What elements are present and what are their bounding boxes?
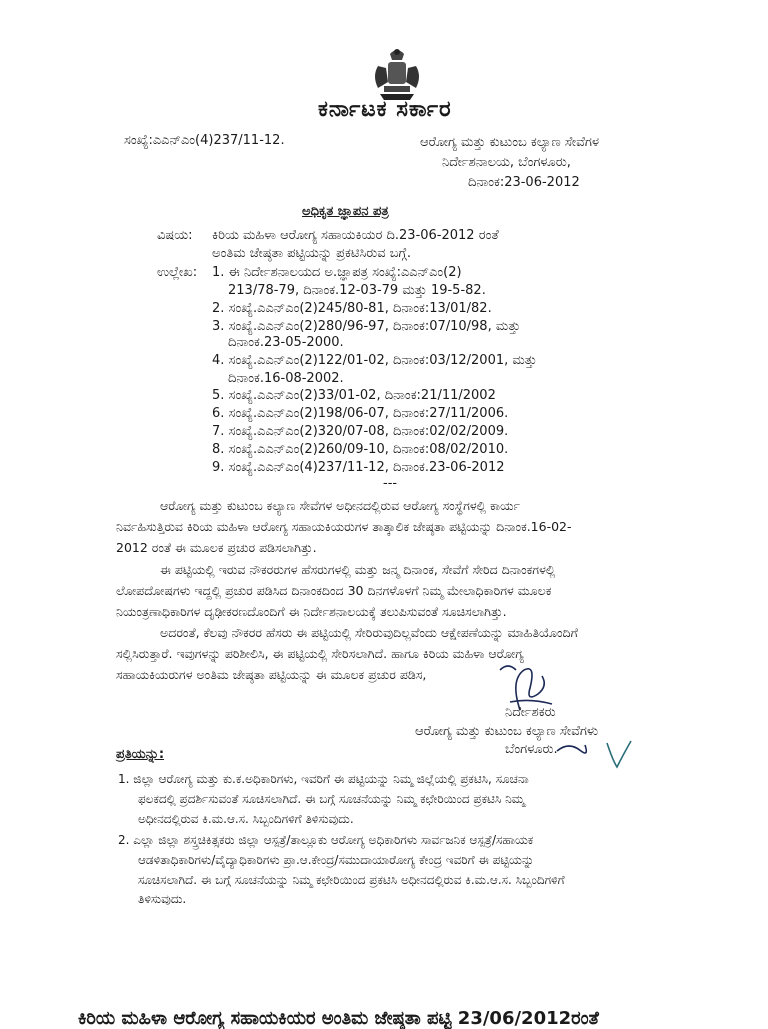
reference-item: ದಿನಾಂಕ.23-05-2000. [228,335,344,350]
reference-item: 213/78-79, ದಿನಾಂಕ.12-03-79 ಮತ್ತು 19-5-82. [228,283,486,298]
signatory-place: ಬೆಂಗಳೂರು. [505,742,558,757]
reference-item: 3. ಸಂಖ್ಯೆ.ಎಎನ್ಎಂ(2)280/96-97, ದಿನಾಂಕ:07/10/98, ಮತ್ತು [212,319,521,334]
copy-item-1-line-3: ಅಧೀನದಲ್ಲಿರುವ ಕಿ.ಮ.ಆ.ಸ. ಸಿಬ್ಬಂದಿಗಳಿಗೆ ತಿಳಿಸುವುದು. [138,812,354,826]
paragraph-1-line-1: ಆರೋಗ್ಯ ಮತ್ತು ಕುಟುಂಬ ಕಲ್ಯಾಣ ಸೇವೆಗಳ ಅಧೀನದಲ್ಲಿರುವ ಆರೋಗ್ಯ ಸಂಸ್ಥೆಗಳಲ್ಲಿ ಕಾರ್ಯ [160,498,520,513]
office-address [420,133,654,193]
karnataka-emblem-icon [368,46,426,102]
references-label: ಉಲ್ಲೇಖ: [157,265,198,280]
office-line-2: ನಿರ್ದೇಶನಾಲಯ, ಬೆಂಗಳೂರು, [442,155,571,170]
reference-item: 7. ಸಂಖ್ಯೆ.ಎಎನ್ಎಂ(2)320/07-08, ದಿನಾಂಕ:02/02/2009. [212,424,509,439]
paragraph-1-line-2: ನಿರ್ವಹಿಸುತ್ತಿರುವ ಕಿರಿಯ ಮಹಿಳಾ ಆರೋಗ್ಯ ಸಹಾಯಕಿಯರುಗಳ ತಾತ್ಕಾಲಿಕ ಜೇಷ್ಠತಾ ಪಟ್ಟಿಯನ್ನು ದಿನಾಂಕ.16-02- [116,519,572,534]
reference-item: 4. ಸಂಖ್ಯೆ.ಎಎನ್ಎಂ(2)122/01-02, ದಿನಾಂಕ:03/12/2001, ಮತ್ತು [212,353,537,368]
signatory-dept: ಆರೋಗ್ಯ ಮತ್ತು ಕುಟುಂಬ ಕಲ್ಯಾಣ ಸೇವೆಗಳು [415,724,599,739]
footer-caption: ಕಿರಿಯ ಮಹಿಳಾ ಆರೋಗ್ಯ ಸಹಾಯಕಿಯರ ಅಂತಿಮ ಜೇಷ್ಠತಾ ಪಟ್ಟಿ 23/06/2012ರಂತೆ [78,1008,599,1029]
signatory-title: ನಿರ್ದೇಶಕರು [505,705,556,720]
paragraph-3-line-1: ಅದರಂತೆ, ಕೆಲವು ನೌಕರರ ಹೆಸರು ಈ ಪಟ್ಟಿಯಲ್ಲಿ ಸೇರಿರುವುದಿಲ್ಲವೆಂದು ಆಕ್ಷೇಪಣೆಯನ್ನು ಮಾಹಿತಿಯೊಂದಿಗೆ [160,625,578,640]
paragraph-2-line-2: ಲೋಪದೋಷಗಳು ಇದ್ದಲ್ಲಿ ಪ್ರಚುರ ಪಡಿಸಿದ ದಿನಾಂಕದಿಂದ 30 ದಿನಗಳೊಳಗೆ ನಿಮ್ಮ ಮೇಲಾಧಿಕಾರಿಗಳ ಮೂಲಕ [116,583,552,598]
pen-mark [555,735,635,775]
copy-item-2-line-1: 2. ಎಲ್ಲಾ ಜಿಲ್ಲಾ ಶಸ್ತ್ರಚಿಕಿತ್ಸಕರು ಜಿಲ್ಲಾ ಆಸ್ಪತ್ರೆ/ತಾಲ್ಲೂಕು ಆರೋಗ್ಯ ಅಧಿಕಾರಿಗಳು ಸಾರ್ವಜನಿಕ ಆಸ್ಪತ್ರೆ/ಸಹಾಯಕ [118,833,534,847]
copy-item-1-line-2: ಫಲಕದಲ್ಲಿ ಪ್ರದರ್ಶಿಸುವಂತೆ ಸೂಚಿಸಲಾಗಿದೆ. ಈ ಬಗ್ಗೆ ಸೂಚನೆಯನ್ನು ನಿಮ್ಮ ಕಛೇರಿಯಿಂದ ಪ್ರಕಟಿಸಿ ನಿಮ್ಮ [138,792,525,806]
paragraph-3-line-3: ಸಹಾಯಕಿಯರುಗಳ ಅಂತಿಮ ಜೇಷ್ಠತಾ ಪಟ್ಟಿಯನ್ನು ಈ ಮೂಲಕ ಪ್ರಚುರ ಪಡಿಸ, [116,667,427,682]
reference-item: 1. ಈ ನಿರ್ದೇಶನಾಲಯದ ಅ.ಜ್ಞಾಪತ್ರ ಸಂಖ್ಯೆ:ಎಎನ್ಎಂ(2) [212,265,462,280]
copy-item-2-line-4: ತಿಳಿಸುವುದು. [138,892,187,906]
paragraph-1-line-3: 2012 ರಂತೆ ಈ ಮೂಲಕ ಪ್ರಚುರ ಪಡಿಸಲಾಗಿತ್ತು. [116,540,317,555]
reference-item: 6. ಸಂಖ್ಯೆ.ಎಎನ್ಎಂ(2)198/06-07, ದಿನಾಂಕ:27/11/2006. [212,406,509,421]
paragraph-2-line-1: ಈ ಪಟ್ಟಿಯಲ್ಲಿ ಇರುವ ನೌಕರರುಗಳ ಹೆಸರುಗಳಲ್ಲಿ ಮತ್ತು ಜನ್ಮ ದಿನಾಂಕ, ಸೇವೆಗೆ ಸೇರಿದ ದಿನಾಂಕಗಳಲ್ಲಿ [160,562,556,577]
subject-line-2: ಅಂತಿಮ ಜೇಷ್ಠತಾ ಪಟ್ಟಿಯನ್ನು ಪ್ರಕಟಿಸಿರುವ ಬಗ್ಗೆ. [212,246,411,261]
notice-title: ಅಧಿಕೃತ ಜ್ಞಾಪನ ಪತ್ರ [302,204,389,219]
reference-item: 9. ಸಂಖ್ಯೆ.ಎಎನ್ಎಂ(4)237/11-12, ದಿನಾಂಕ.23-06-2012 [212,460,505,475]
reference-item: ದಿನಾಂಕ.16-08-2002. [228,371,344,386]
copy-item-1-line-1: 1. ಜಿಲ್ಲಾ ಆರೋಗ್ಯ ಮತ್ತು ಕು.ಕ.ಅಧಿಕಾರಿಗಳು, ಇವರಿಗೆ ಈ ಪಟ್ಟಿಯನ್ನು ನಿಮ್ಮ ಜಿಲ್ಲೆಯಲ್ಲಿ ಪ್ರಕಟಿಸಿ, ಸೂಚನಾ [118,772,529,786]
paragraph-2-line-3: ನಿಯಂತ್ರಣಾಧಿಕಾರಿಗಳ ದೃಢೀಕರಣದೊಂದಿಗೆ ಈ ನಿರ್ದೇಶನಾಲಯಕ್ಕೆ ತಲುಪಿಸುವಂತೆ ಸೂಚಿಸಲಾಗಿತ್ತು. [116,604,507,619]
copy-item-2-line-3: ಸೂಚಿಸಲಾಗಿದೆ. ಈ ಬಗ್ಗೆ ಸೂಚನೆಯನ್ನು ನಿಮ್ಮ ಕಛೇರಿಯಿಂದ ಪ್ರಕಟಿಸಿ ಅಧೀನದಲ್ಲಿರುವ ಕಿ.ಮ.ಆ.ಸ. ಸಿಬ್ಬಂದಿಗಳಿಗೆ [138,873,565,887]
copy-item-2-line-2: ಆಡಳಿತಾಧಿಕಾರಿಗಳು/ವೈದ್ಯಾಧಿಕಾರಿಗಳು ಪ್ರಾ.ಆ.ಕೇಂದ್ರ/ಸಮುದಾಯಾರೋಗ್ಯ ಕೇಂದ್ರ ಇವರಿಗೆ ಈ ಪಟ್ಟಿಯನ್ನು [138,853,535,867]
separator-dashes: --- [383,476,398,491]
reference-item: 8. ಸಂಖ್ಯೆ.ಎಎನ್ಎಂ(2)260/09-10, ದಿನಾಂಕ:08/02/2010. [212,442,509,457]
subject-line-1: ಕಿರಿಯ ಮಹಿಳಾ ಆರೋಗ್ಯ ಸಹಾಯಕಿಯರ ದಿ.23-06-2012 ರಂತೆ [212,228,499,243]
paragraph-3-line-2: ಸಲ್ಲಿಸಿರುತ್ತಾರೆ. ಇವುಗಳನ್ನು ಪರಿಶೀಲಿಸಿ, ಈ ಪಟ್ಟಿಯಲ್ಲಿ ಸೇರಿಸಲಾಗಿದೆ. ಹಾಗೂ ಕಿರಿಯ ಮಹಿಳಾ ಆರೋಗ್ಯ [116,646,524,661]
government-title: ಕರ್ನಾಟಕ ಸರ್ಕಾರ [318,97,452,122]
reference-item: 5. ಸಂಖ್ಯೆ.ಎಎನ್ಎಂ(2)33/01-02, ದಿನಾಂಕ:21/11/2002 [212,388,496,403]
reference-item: 2. ಸಂಖ್ಯೆ.ಎಎನ್ಎಂ(2)245/80-81, ದಿನಾಂಕ:13/01/82. [212,301,492,316]
office-line-1: ಆರೋಗ್ಯ ಮತ್ತು ಕುಟುಂಬ ಕಲ್ಯಾಣ ಸೇವೆಗಳ [420,135,600,150]
subject-label: ವಿಷಯ: [157,228,193,243]
date-line: ದಿನಾಂಕ:23-06-2012 [468,175,580,190]
reference-number: ಸಂಖ್ಯೆ:ಎಎನ್ಎಂ(4)237/11-12. [124,133,285,148]
copy-to-title: ಪ್ರತಿಯನ್ನು: [116,747,165,762]
